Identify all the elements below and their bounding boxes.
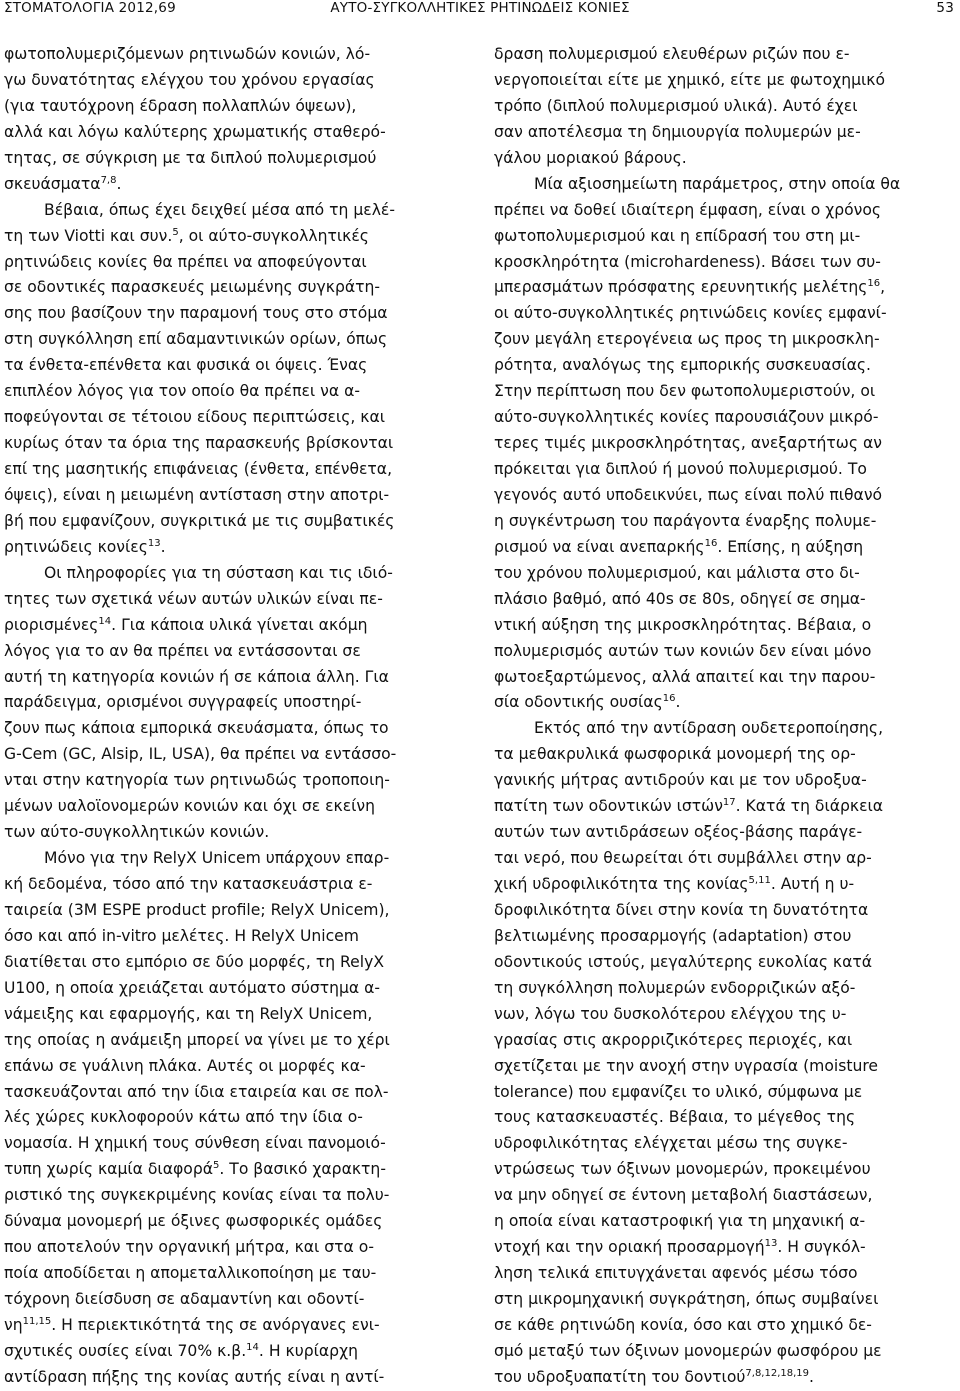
text-line (4, 639, 470, 665)
line-text: πρόκειται για διπλού ή μονού πολυμερισμού. Το (494, 460, 867, 478)
line-text-continued: . Η κυρίαρχη (258, 1341, 358, 1360)
line-text: η οποία είναι καταστροφική για τη μηχανική α- (494, 1212, 866, 1231)
citation-superscript: 7,8,12,18,19 (745, 1367, 810, 1379)
line-text: δροφιλικότητα δίνει στην κονία τη δυνατότητα (494, 900, 869, 919)
line-text: σε οδοντικές παρασκευές μειωμένης συγκράτη- (4, 278, 381, 297)
text-line (494, 898, 956, 924)
text-line (4, 301, 470, 327)
text-line (4, 665, 470, 691)
citation-superscript: 11,15 (22, 1315, 52, 1327)
citation-superscript: 5 (172, 226, 179, 238)
line-text: χική υδροφιλικότητα της κονίας (494, 875, 749, 893)
line-text: ρητινώδεις κονίες θα πρέπει να αποφεύγονται (4, 252, 367, 271)
line-text: τρόπο (διπλού πολυμερισμού υλικά). Αυτό έχει (494, 96, 858, 115)
line-text: δραση πολυμερισμού ελευθέρων ριζών που ε- (494, 45, 850, 63)
text-line (494, 483, 956, 509)
text-line (4, 1261, 470, 1287)
line-text: τα ένθετα-επένθετα και φυσικά οι όψεις. Ένας (4, 356, 368, 375)
line-text: ποφεύγονται σε τέτοιου είδους περιπτώσεις, και (4, 408, 386, 427)
text-line (494, 1287, 956, 1313)
line-text: γανικής μήτρας αντιδρούν και με τον υδροξυα- (494, 771, 867, 790)
running-title: ΑΥΤΟ-ΣΥΓΚΟΛΛΗΤΙΚΕΣ ΡΗΤΙΝΩΔΕΙΣ ΚΟΝΙΕΣ (330, 0, 630, 16)
text-line (4, 587, 470, 613)
text-line (4, 924, 470, 950)
text-line (494, 327, 956, 353)
line-text: ντοχή και την οριακή προσαρμογή (494, 1238, 765, 1257)
text-line (4, 561, 470, 587)
line-text: τους κατασκευαστές. Βέβαια, το μέγεθος της (494, 1108, 856, 1127)
line-text: αυτή τη κατηγορία κονιών ή σε κάποια άλλη. Για (4, 667, 389, 686)
text-line (494, 1339, 956, 1365)
citation-superscript: 5 (213, 1160, 220, 1172)
text-line (4, 613, 470, 639)
text-line (494, 431, 956, 457)
text-line (494, 198, 956, 224)
line-text: επάνω σε γυάλινη πλάκα. Αυτές οι μορφές κα- (4, 1056, 366, 1075)
line-text: αύτο-συγκολλητικές κονίες παρουσιάζουν μικρό- (494, 408, 879, 427)
journal-name: ΣΤΟΜΑΤΟΛΟΓΙΑ 2012,69 (4, 0, 176, 16)
line-text: τητας, σε σύγκριση με τα διπλού πολυμερισμού (4, 148, 377, 167)
line-text: αλλά και λόγω καλύτερης χρωματικής σταθερό- (4, 122, 386, 141)
text-line (494, 1157, 956, 1183)
text-line (494, 950, 956, 976)
line-text: πρέπει να δοθεί ιδιαίτερη έμφαση, είναι ο χρόνος (494, 200, 882, 219)
line-text: η συγκέντρωση του παράγοντα έναρξης πολυμε- (494, 511, 877, 530)
line-text: δύναμα μονομερή με όξινες φωσφορικές ομάδες (4, 1212, 383, 1231)
line-text-continued: . (675, 693, 681, 712)
text-line (4, 198, 470, 224)
text-line (4, 950, 470, 976)
text-line (494, 716, 956, 742)
line-text-continued: . Για κάποια υλικά γίνεται ακόμη (111, 615, 368, 634)
text-line (494, 405, 956, 431)
text-line (4, 1313, 470, 1339)
line-text: πατίτη των οδοντικών ιστών (494, 797, 723, 816)
text-line (4, 1209, 470, 1235)
text-line (4, 1028, 470, 1054)
text-line (494, 1209, 956, 1235)
text-line (4, 690, 470, 716)
line-text: Στην περίπτωση που δεν φωτοπολυμεριστούν, οι (494, 382, 876, 401)
line-text: τυπη χωρίς καμία διαφορά (4, 1160, 213, 1179)
line-text: τασκευάζονται από την ίδια εταιρεία και σε πολ- (4, 1082, 389, 1101)
line-text: όψεις), είναι η μειωμένη αντίσταση στην αποτρι- (4, 485, 390, 504)
text-line (494, 1261, 956, 1287)
line-text: όσο και από in-vitro μελέτες. Η RelyX Unicem (4, 926, 359, 945)
text-line (4, 509, 470, 535)
line-text: υδροφιλικότητας ελέγχεται μέσω της συγκε- (494, 1134, 848, 1153)
text-line (494, 613, 956, 639)
citation-superscript: 5,11 (748, 875, 771, 886)
text-line (4, 431, 470, 457)
line-text: του υδροξυαπατίτη του δοντιού (494, 1367, 746, 1386)
line-text: σχυτικές ουσίες είναι 70% κ.β. (4, 1341, 247, 1360)
text-line (494, 794, 956, 820)
line-text: μένων υαλοϊονομερών κονιών και όχι σε εκείνη (4, 797, 376, 816)
text-line (494, 924, 956, 950)
text-line (4, 224, 470, 250)
text-line (4, 1365, 470, 1391)
page-header (0, 0, 960, 24)
line-text: λόγος για το αν θα πρέπει να εντάσσονται σε (4, 641, 361, 660)
text-line (4, 353, 470, 379)
text-line (494, 42, 956, 68)
line-text: ριστικό της συγκεκριμένης κονίας είναι τα πολυ- (4, 1186, 390, 1205)
text-line (4, 768, 470, 794)
line-text: επί της μασητικής επιφάνειας (ένθετα, επένθετα, (4, 460, 393, 478)
text-line (494, 224, 956, 250)
line-text: σκευάσματα (4, 174, 101, 193)
text-line (4, 405, 470, 431)
citation-superscript: 14 (246, 1341, 259, 1353)
line-text: νων, λόγω του δυσκολότερου ελέγχου της υ- (494, 1004, 847, 1023)
text-line (4, 872, 470, 898)
line-text: σης που βασίζουν την παραμονή τους στο στόμα (4, 304, 388, 323)
right-column (494, 42, 956, 1391)
line-text: σχετίζεται με την ανοχή στην υγρασία (moisture (494, 1056, 878, 1075)
line-text-continued: . (160, 537, 166, 556)
text-line (494, 94, 956, 120)
line-text: νάμειξης και εφαρμογής, και τη RelyX Unicem, (4, 1004, 373, 1023)
text-line (4, 1287, 470, 1313)
text-line (494, 250, 956, 276)
text-line (494, 665, 956, 691)
line-text: Βέβαια, όπως έχει δειχθεί μέσα από τη μελέ- (44, 200, 395, 219)
line-text: του χρόνου πολυμερισμού, και μάλιστα στο δι- (494, 563, 860, 582)
text-line (494, 146, 956, 172)
line-text: γω δυνατότητας ελέγχου του χρόνου εργασίας (4, 70, 375, 89)
text-line (4, 483, 470, 509)
line-text: κή δεδομένα, τόσο από την κατασκευάστρια ε- (4, 875, 373, 893)
line-text: τερες τιμές μικροσκληρότητας, ανεξαρτήτως αν (494, 434, 882, 453)
line-text: σμό μεταξύ των όξινων μονομερών φωσφόρου με (494, 1341, 882, 1360)
text-line (494, 1313, 956, 1339)
line-text: Εκτός από την αντίδραση ουδετεροποίησης, (534, 719, 884, 738)
text-line (494, 976, 956, 1002)
line-text: Οι πληροφορίες για τη σύσταση και τις ιδιό- (44, 563, 393, 582)
text-line (494, 1131, 956, 1157)
text-line (4, 1054, 470, 1080)
line-text: τόχρονη διείσδυση σε αδαμαντίνη και οδοντί- (4, 1290, 365, 1308)
line-text: πλάσιο βαθμό, από 40s σε 80s, οδηγεί σε σημα- (494, 589, 866, 608)
line-text: ποία αποδίδεται η απομεταλλικοποίηση με ταυ- (4, 1264, 377, 1283)
text-line (4, 1002, 470, 1028)
line-text: λές χώρες κυκλοφορούν κάτω από την ίδια ο- (4, 1108, 363, 1127)
line-text: Μία αξιοσημείωτη παράμετρος, στην οποία θα (534, 174, 901, 193)
line-text: U100, η οποία χρειάζεται αυτόματο σύστημα α- (4, 978, 381, 997)
line-text: επιπλέον λόγος για τον οποίο θα πρέπει να α- (4, 382, 360, 401)
text-line (4, 457, 470, 483)
line-text: φωτοπολυμερισμού και η επίδρασή του στη μι- (494, 226, 861, 245)
text-line (494, 535, 956, 561)
text-line (494, 846, 956, 872)
line-text: σε κάθε ρητινώδη κονία, όσο και στο χημικό δε- (494, 1315, 872, 1334)
text-line (4, 275, 470, 301)
line-text: βή που εμφανίζουν, συγκριτικά με τις συμβατικές (4, 511, 395, 530)
text-line (4, 976, 470, 1002)
line-text-continued: . Η συγκόλ- (777, 1238, 866, 1257)
text-line (4, 42, 470, 68)
left-column (4, 42, 470, 1391)
line-text: βελτιωμένης προσαρμογής (adaptation) στου (494, 926, 852, 945)
text-line (494, 1002, 956, 1028)
line-text: φωτοπολυμεριζόμενων ρητινωδών κονιών, λό- (4, 45, 371, 63)
line-text: των αύτο-συγκολλητικών κονιών. (4, 823, 270, 842)
citation-superscript: 16 (704, 537, 718, 549)
text-line (494, 1365, 956, 1391)
line-text: ληση τελικά επιτυγχάνεται αφενός μέσω τόσο (494, 1264, 858, 1283)
line-text-continued: . Η περιεκτικότητά της σε ανόργανες ενι- (51, 1315, 380, 1334)
text-line (494, 379, 956, 405)
line-text: διατίθεται στο εμπόριο σε δύο μορφές, τη RelyX (4, 952, 385, 971)
line-text: τητες των σχετικά νέων αυτών υλικών είναι πε- (4, 589, 383, 608)
text-line (494, 275, 956, 301)
text-line (4, 120, 470, 146)
line-text-continued: . Επίσης, η αύξηση (717, 537, 864, 556)
line-text: στη μικρομηχανική συγκράτηση, όπως συμβαίνει (494, 1290, 879, 1308)
text-line (494, 68, 956, 94)
line-text: ντική αύξηση της μικροσκληρότητας. Βέβαια, ο (494, 615, 872, 634)
line-text: παράδειγμα, ορισμένοι συγγραφείς υποστηρί- (4, 693, 362, 712)
text-line (494, 457, 956, 483)
line-text-continued: . Κατά τη διάρκεια (735, 797, 884, 816)
text-line (494, 172, 956, 198)
line-text-continued: , (880, 278, 886, 297)
text-line (4, 250, 470, 276)
citation-superscript: 13 (764, 1238, 778, 1250)
citation-superscript: 16 (662, 693, 676, 705)
text-line (494, 742, 956, 768)
line-text-continued: . Το βασικό χαρακτη- (219, 1160, 386, 1179)
text-line (4, 846, 470, 872)
line-text-continued: . Αυτή η υ- (770, 875, 855, 893)
text-line (4, 68, 470, 94)
line-text-continued: , οι αύτο-συγκολλητικές (178, 226, 369, 245)
text-line (4, 1105, 470, 1131)
line-text: τα μεθακρυλικά φωσφορικά μονομερή της ορ- (494, 745, 856, 764)
line-text: μπερασμάτων πρόσφατης ερευνητικής μελέτης (494, 278, 868, 297)
page-number: 53 (936, 0, 954, 16)
text-line (494, 353, 956, 379)
text-line (4, 172, 470, 198)
text-line (4, 94, 470, 120)
line-text: κυρίως όταν τα όρια της παρασκευής βρίσκονται (4, 434, 394, 453)
line-text: κροσκληρότητα (microhardeness). Βάσει των συ- (494, 252, 881, 271)
line-text: να μην οδηγεί σε έντονη μεταβολή διαστάσεων, (494, 1186, 873, 1205)
line-text: ριορισμένες (4, 615, 99, 634)
line-text: νομασία. Η χημική τους σύνθεση είναι πανομοιό- (4, 1134, 386, 1153)
text-line (4, 1157, 470, 1183)
citation-superscript: 14 (98, 615, 112, 627)
line-text: ται νερό, που θεωρείται ότι συμβάλλει στην αρ- (494, 849, 872, 868)
line-text: της οποίας η ανάμειξη μπορεί να γίνει με το χέρι (4, 1030, 390, 1049)
text-line (494, 561, 956, 587)
line-text: γάλου μοριακού βάρους. (494, 148, 687, 167)
text-line (4, 742, 470, 768)
line-text: ρητινώδεις κονίες (4, 537, 148, 556)
line-text: ζουν μεγάλη ετερογένεια ως προς τη μικροσκλη- (494, 330, 880, 349)
text-line (4, 146, 470, 172)
citation-superscript: 17 (722, 797, 736, 809)
text-line (494, 509, 956, 535)
text-line (494, 1080, 956, 1106)
text-line (494, 1105, 956, 1131)
text-line (494, 1183, 956, 1209)
line-text: στη συγκόλληση επί αδαμαντινικών ορίων, όπως (4, 330, 388, 349)
line-text: G-Cem (GC, Alsip, IL, USA), θα πρέπει να εντάσσο- (4, 745, 397, 764)
line-text: τη συγκόλληση πολυμερών ενδορριζικών αξό- (494, 978, 856, 997)
line-text: τη των Viotti και συν. (4, 226, 173, 245)
line-text: πολυμερισμός αυτών των κονιών δεν είναι μόνο (494, 641, 872, 660)
text-line (494, 587, 956, 613)
text-line (494, 768, 956, 794)
line-text: αντίδραση πήξης της κονίας αυτής είναι η αντί- (4, 1367, 385, 1386)
text-line (4, 1131, 470, 1157)
text-line (494, 639, 956, 665)
text-line (494, 872, 956, 898)
citation-superscript: 16 (867, 278, 881, 290)
line-text: οι αύτο-συγκολλητικές ρητινώδεις κονίες εμφανί- (494, 304, 887, 323)
text-line (494, 1235, 956, 1261)
line-text: γεγονός αυτό υποδεικνύει, πως είναι πολύ πιθανό (494, 485, 883, 504)
citation-superscript: 7,8 (100, 174, 117, 186)
line-text: νται στην κατηγορία των ρητινωδώς τροποποιη- (4, 771, 390, 790)
text-line (494, 1054, 956, 1080)
text-line (4, 716, 470, 742)
line-text: φωτοεξαρτώμενος, αλλά απαιτεί και την παρου- (494, 667, 876, 686)
text-line (4, 820, 470, 846)
text-line (4, 1339, 470, 1365)
line-text: νη (4, 1315, 23, 1334)
line-text: σαν αποτέλεσμα τη δημιουργία πολυμερών με- (494, 122, 861, 141)
text-line (494, 120, 956, 146)
text-line (4, 535, 470, 561)
line-text-continued: . (116, 174, 122, 193)
line-text: οδοντικούς ιστούς, μεγαλύτερης ευκολίας κατά (494, 952, 873, 971)
line-text: που αποτελούν την οργανική μήτρα, και στα ο- (4, 1238, 374, 1257)
line-text: σία οδοντικής ουσίας (494, 693, 663, 712)
text-line (494, 690, 956, 716)
text-line (4, 1183, 470, 1209)
line-text: (για ταυτόχρονη έδραση πολλαπλών όψεων), (4, 96, 357, 115)
line-text: ντρώσεως των όξινων μονομερών, προκειμένου (494, 1160, 871, 1179)
line-text: ζουν πως κάποια εμπορικά σκευάσματα, όπως το (4, 719, 389, 738)
text-line (4, 327, 470, 353)
line-text: ρισμού να είναι ανεπαρκής (494, 537, 705, 556)
text-line (494, 820, 956, 846)
text-line (4, 898, 470, 924)
line-text: νεργοποιείται είτε με χημικό, είτε με φωτοχημικό (494, 70, 886, 89)
line-text-continued: . (809, 1367, 814, 1386)
text-line (4, 379, 470, 405)
text-line (4, 794, 470, 820)
citation-superscript: 13 (147, 537, 161, 549)
line-text: γρασίας στις ακρορριζικότερες περιοχές, και (494, 1030, 853, 1049)
line-text: ταιρεία (3M ESPE product profile; RelyX Unicem), (4, 900, 390, 919)
line-text: Μόνο για την RelyX Unicem υπάρχουν επαρ- (44, 849, 390, 868)
line-text: ρότητα, αναλόγως της εμπορικής συσκευασίας. (494, 356, 871, 375)
line-text: αυτών των αντιδράσεων οξέος-βάσης παράγε- (494, 823, 863, 842)
text-line (494, 1028, 956, 1054)
line-text: tolerance) που εμφανίζει το υλικό, σύμφωνα με (494, 1082, 863, 1101)
text-line (4, 1080, 470, 1106)
text-line (494, 301, 956, 327)
text-line (4, 1235, 470, 1261)
